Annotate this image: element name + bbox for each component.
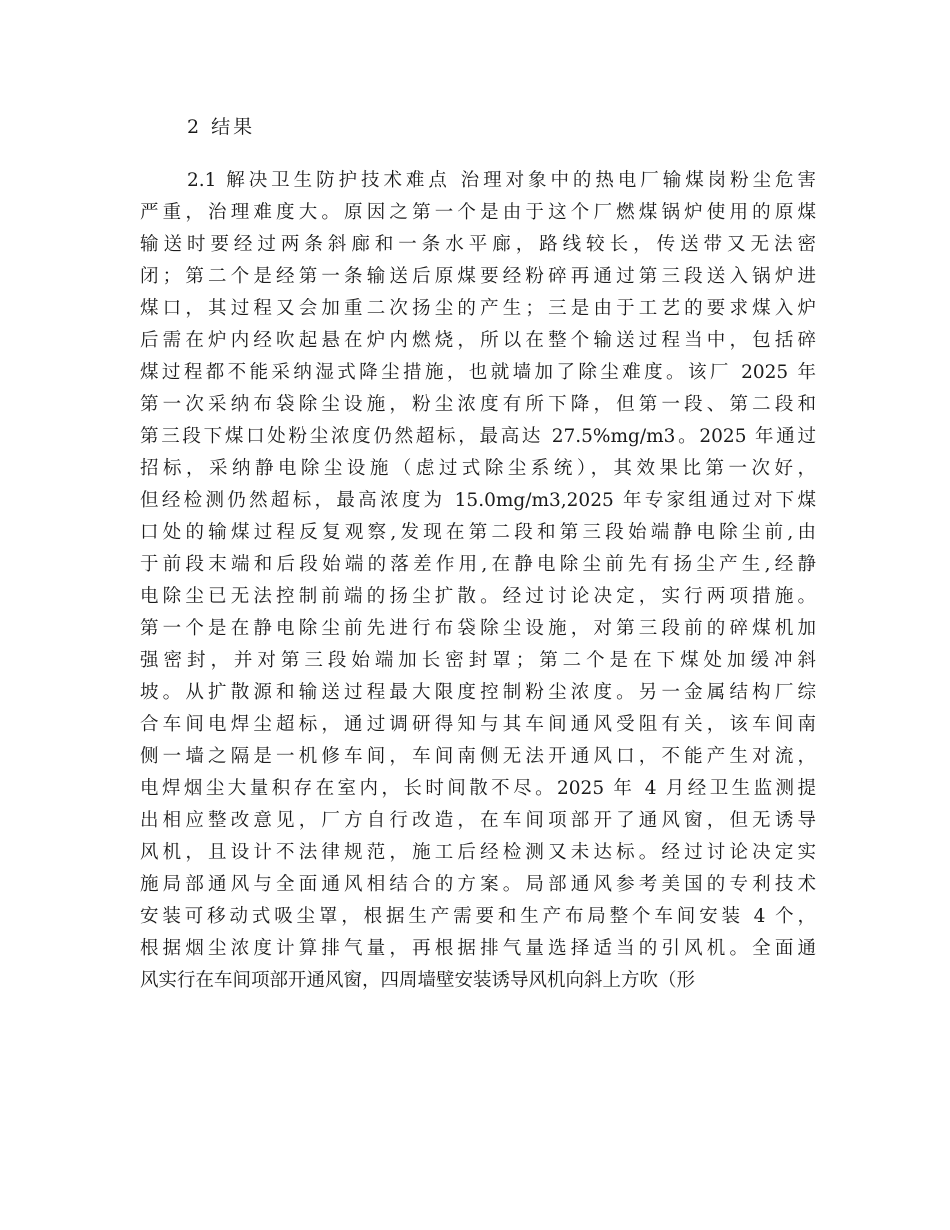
paragraph-line: 输送时要经过两条斜廊和一条水平廊，路线较长，传送带又无法密 bbox=[140, 234, 816, 255]
paragraph-line: 安装可移动式吸尘罩，根据生产需要和生产布局整个车间安装 4 个， bbox=[140, 906, 816, 927]
paragraph-line: 严重，治理难度大。原因之第一个是由于这个厂燃煤锅炉使用的原煤 bbox=[140, 202, 816, 223]
paragraph-line: 风实行在车间项部开通风窗，四周墙壁安装诱导风机向斜上方吹（形 bbox=[140, 970, 696, 991]
paragraph-line: 第三段下煤口处粉尘浓度仍然超标，最高达 27.5%mg/m3。2025 年通过 bbox=[140, 426, 816, 447]
paragraph-line: 第一次采纳布袋除尘设施，粉尘浓度有所下降，但第一段、第二段和 bbox=[140, 394, 816, 415]
paragraph-line: 口处的输煤过程反复观察,发现在第二段和第三段始端静电除尘前,由 bbox=[140, 522, 816, 543]
paragraph-line: 后需在炉内经吹起悬在炉内燃烧，所以在整个输送过程当中，包括碎 bbox=[140, 330, 816, 351]
paragraph-line: 2.1 解决卫生防护技术难点 治理对象中的热电厂输煤岗粉尘危害 bbox=[187, 170, 816, 191]
paragraph-line: 强密封，并对第三段始端加长密封罩；第二个是在下煤处加缓冲斜 bbox=[140, 650, 816, 671]
paragraph-line: 但经检测仍然超标，最高浓度为 15.0mg/m3,2025 年专家组通过对下煤 bbox=[140, 490, 816, 511]
paragraph-line: 煤过程都不能采纳湿式降尘措施，也就墙加了除尘难度。该厂 2025 年 bbox=[140, 362, 816, 383]
paragraph-line: 于前段末端和后段始端的落差作用,在静电除尘前先有扬尘产生,经静 bbox=[140, 554, 816, 575]
paragraph-line: 根据烟尘浓度计算排气量，再根据排气量选择适当的引风机。全面通 bbox=[140, 938, 816, 959]
paragraph-line: 出相应整改意见，厂方自行改造，在车间项部开了通风窗，但无诱导 bbox=[140, 810, 816, 831]
paragraph-line: 电焊烟尘大量积存在室内，长时间散不尽。2025 年 4 月经卫生监测提 bbox=[140, 778, 816, 799]
paragraph-line: 第一个是在静电除尘前先进行布袋除尘设施，对第三段前的碎煤机加 bbox=[140, 618, 816, 639]
paragraph-line: 合车间电焊尘超标，通过调研得知与其车间通风受阻有关，该车间南 bbox=[140, 714, 816, 735]
paragraph-line: 侧一墙之隔是一机修车间，车间南侧无法开通风口，不能产生对流， bbox=[140, 746, 816, 767]
paragraph-line: 煤口，其过程又会加重二次扬尘的产生；三是由于工艺的要求煤入炉 bbox=[140, 298, 816, 319]
paragraph-line: 施局部通风与全面通风相结合的方案。局部通风参考美国的专利技术 bbox=[140, 874, 816, 895]
paragraph-line: 招标，采纳静电除尘设施（虑过式除尘系统），其效果比第一次好， bbox=[140, 458, 816, 479]
paragraph-line: 电除尘已无法控制前端的扬尘扩散。经过讨论决定，实行两项措施。 bbox=[140, 586, 816, 607]
paragraph-line: 闭；第二个是经第一条输送后原煤要经粉碎再通过第三段送入锅炉进 bbox=[140, 266, 816, 287]
paragraph-line: 坡。从扩散源和输送过程最大限度控制粉尘浓度。另一金属结构厂综 bbox=[140, 682, 816, 703]
section-heading: 2 结果 bbox=[187, 116, 256, 138]
paragraph-line: 风机，且设计不法律规范，施工后经检测又未达标。经过讨论决定实 bbox=[140, 842, 816, 863]
